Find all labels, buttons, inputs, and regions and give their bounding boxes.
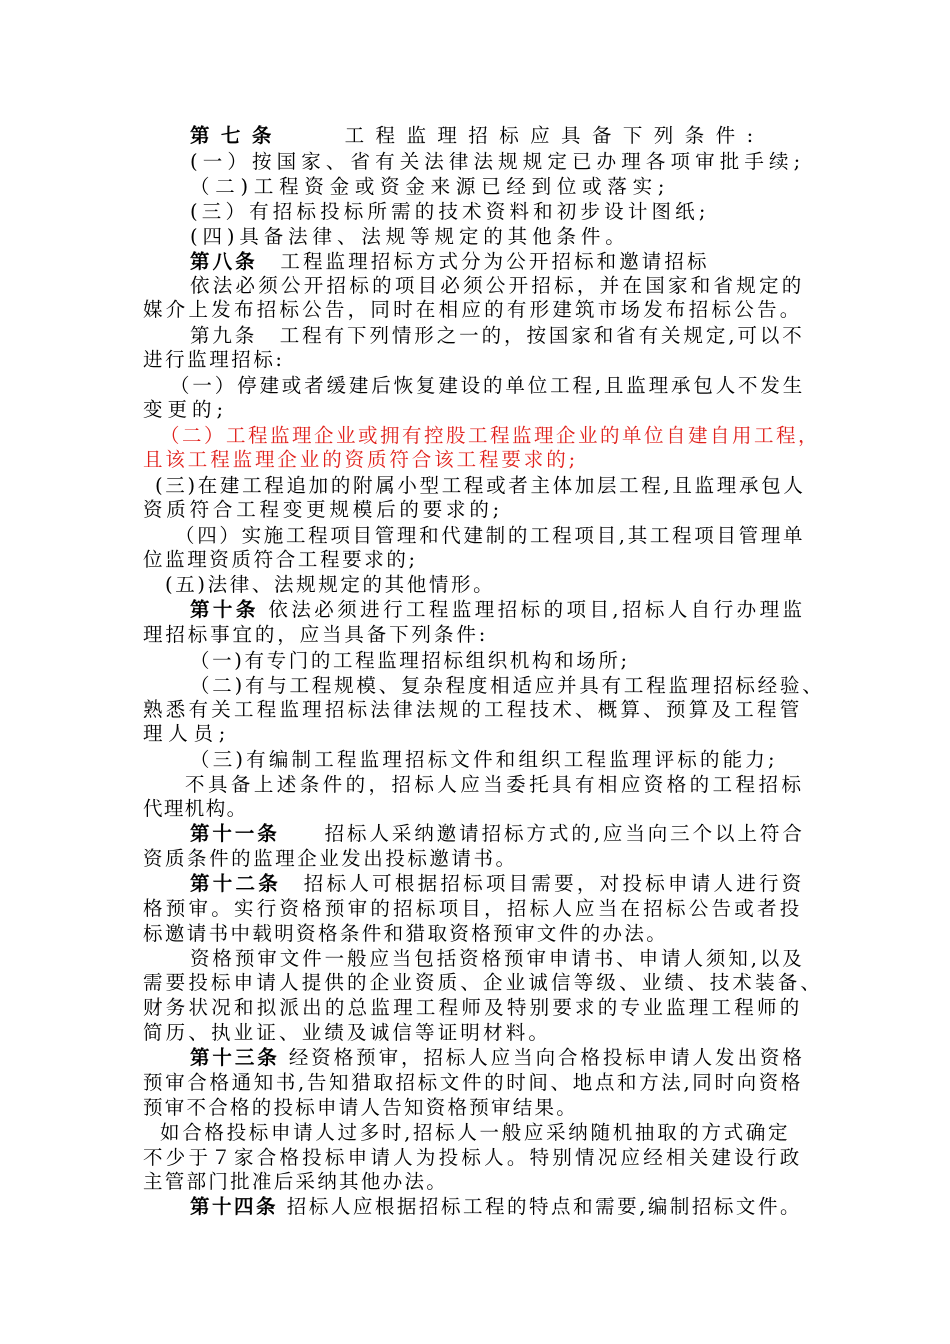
text-line: （四）实施工程项目管理和代建制的工程项目,其工程项目管理单 (175, 524, 806, 547)
text-line: 理招标事宜的，应当具备下列条件: (143, 623, 489, 646)
text-line: 预审合格通知书,告知猎取招标文件的时间、地点和方法,同时向资格 (143, 1071, 804, 1094)
text-line: 第十四条 招标人应根据招标工程的特点和需要,编制招标文件。 (190, 1195, 802, 1218)
article-heading: 第七条 (190, 124, 283, 147)
text-line: 简历、执业证、业绩及诚信等证明材料。 (143, 1021, 552, 1044)
text-line: 进行监理招标: (143, 348, 285, 371)
text-line: 资质条件的监理企业发出投标邀请书。 (143, 847, 518, 870)
text-line: 主管部门批准后采纳其他办法。 (143, 1170, 449, 1193)
text-line: （三)有编制工程监理招标文件和组织工程监理评标的能力; (190, 748, 778, 771)
text-line-highlighted: （二）工程监理企业或拥有控股工程监理企业的单位自建自用工程， (160, 424, 821, 447)
text-line: 不少于７家合格投标申请人为投标人。特别情况应经相关建设行政 (143, 1146, 803, 1169)
text-line: 位监理资质符合工程要求的; (143, 548, 418, 571)
text-line-highlighted: 且该工程监理企业的资质符合该工程要求的; (143, 448, 579, 471)
text-line: 财务状况和拟派出的总监理工程师及特别要求的专业监理工程师的 (143, 996, 803, 1019)
article-heading: 第十二条 (190, 872, 282, 895)
text-line: 媒介上发布招标公告，同时在相应的有形建筑市场发布招标公告。 (143, 298, 803, 321)
text-line: 代理机构。 (143, 797, 248, 820)
text-line: 第十三条 经资格预审，招标人应当向合格投标申请人发出资格 (190, 1046, 805, 1069)
text-line: 需要投标申请人提供的企业资质、企业诚信等级、业绩、技术装备、 (143, 971, 824, 994)
text-line: （二)工程资金或资金来源已经到位或落实; (190, 175, 671, 198)
text-line: 第十一条 招标人采纳邀请招标方式的,应当向三个以上符合 (190, 822, 805, 845)
text-line: 第八条 工程监理招标方式分为公开招标和邀请招标 (190, 250, 710, 273)
text-line: (一）按国家、省有关法律法规规定已办理各项审批手续; (190, 150, 806, 173)
text-line: 资质符合工程变更规模后的要求的; (143, 498, 504, 521)
text-line: （一)有专门的工程监理招标组织机构和场所; (190, 649, 630, 672)
article-heading: 第十条 (190, 598, 259, 621)
text-line: 如合格投标申请人过多时,招标人一般应采纳随机抽取的方式确定 (160, 1121, 791, 1144)
article-heading: 第十四条 (190, 1195, 279, 1218)
text-line: 第九条 工程有下列情形之一的，按国家和省有关规定,可以不 (190, 324, 805, 347)
text-line: （一）停建或者缓建后恢复建设的单位工程,且监理承包人不发生 (170, 374, 806, 397)
article-heading: 第十三条 (190, 1046, 280, 1069)
text-line: (五)法律、法规规定的其他情形。 (165, 573, 496, 596)
text-line: 格预审。实行资格预审的招标项目，招标人应当在招标公告或者投 (143, 897, 803, 920)
text-line: 熟悉有关工程监理招标法律法规的工程技术、概算、预算及工程管 (143, 698, 803, 721)
text-line: (四)具备法律、法规等规定的其他条件。 (190, 225, 630, 248)
text-line: 依法必须公开招标的项目必须公开招标，并在国家和省规定的 (190, 274, 805, 297)
article-heading: 第八条 (190, 250, 258, 273)
text-line: 预审不合格的投标申请人告知资格预审结果。 (143, 1096, 579, 1119)
text-line: (三)在建工程追加的附属小型工程或者主体加层工程,且监理承包人 (155, 474, 806, 497)
text-line: 第十二条 招标人可根据招标项目需要，对投标申请人进行资 (190, 872, 805, 895)
text-line: 标邀请书中载明资格条件和猎取资格预审文件的办法。 (143, 922, 669, 945)
text-line: 资格预审文件一般应当包括资格预审申请书、申请人须知,以及 (190, 947, 805, 970)
article-heading: 第十一条 (190, 822, 280, 845)
text-line: 变更的; (143, 398, 229, 421)
text-line: 不具备上述条件的，招标人应当委托具有相应资格的工程招标 (185, 773, 805, 796)
text-line: (三）有招标投标所需的技术资料和初步设计图纸; (190, 200, 710, 223)
text-line: 第七条 工程监理招标应具备下列条件: (190, 124, 765, 147)
text-line: （二)有与工程规模、复杂程度相适应并具有工程监理招标经验、 (190, 674, 825, 697)
text-line: 第十条 依法必须进行工程监理招标的项目,招标人自行办理监 (190, 598, 806, 621)
text-line: 理人员; (143, 722, 232, 745)
